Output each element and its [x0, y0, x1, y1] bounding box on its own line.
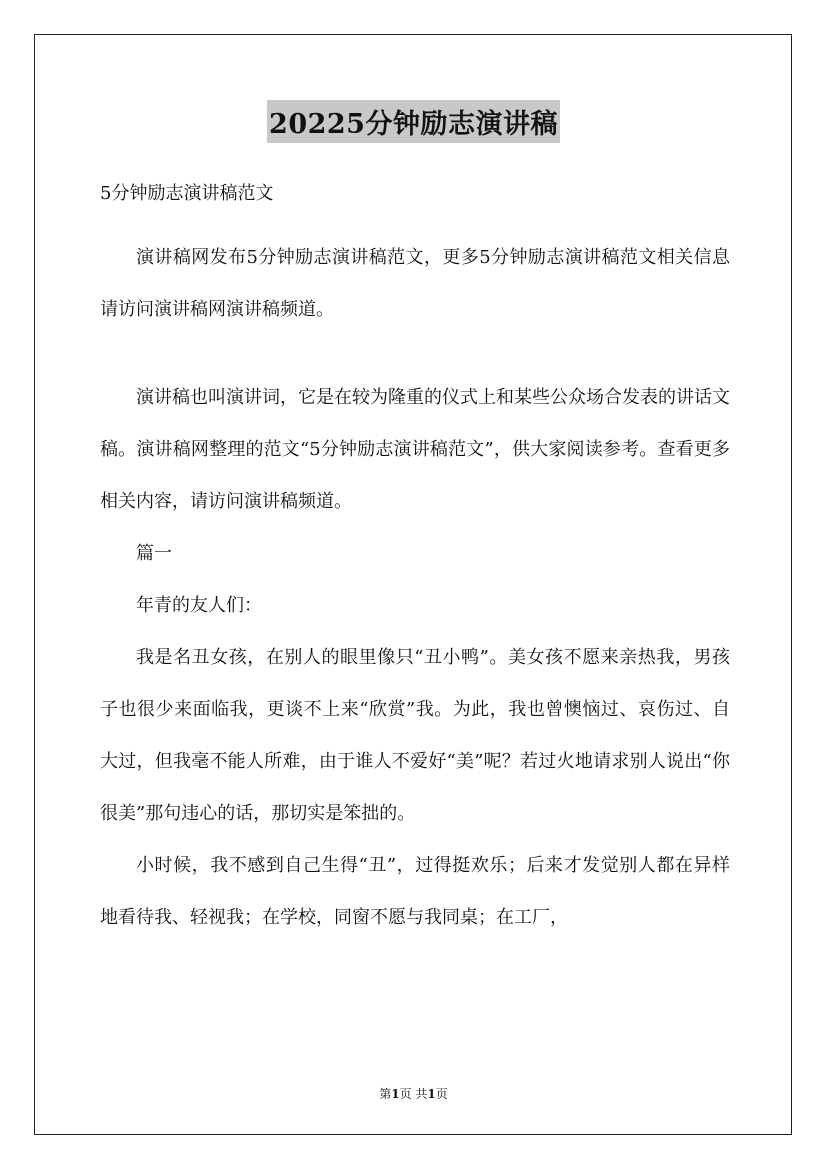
paragraph-description: 演讲稿也叫演讲词，它是在较为隆重的仪式上和某些公众场合发表的讲话文稿。演讲稿网整理的范文“5分钟励志演讲稿范文”，供大家阅读参考。查看更多相关内容，请访问演讲稿频道。 [100, 387, 730, 512]
document-subtitle: 5分钟励志演讲稿范文 [100, 183, 274, 204]
page-label-prefix: 第 [379, 1087, 392, 1101]
document-body [100, 176, 730, 944]
paragraph-body-1: 我是名丑女孩，在别人的眼里像只“丑小鸭”。美女孩不愿来亲热我，男孩子也很少来面临我，更谈不上来“欣赏”我。为此，我也曾懊恼过、哀伤过、自大过，但我毫不能人所难，由于谁人不爱好“美”呢？若过火地请求别人说出“你很美”那句违心的话，那切实是笨拙的。 [100, 647, 730, 824]
page-total: 1 [427, 1087, 436, 1101]
paragraph-gap [100, 336, 730, 372]
page-current: 1 [391, 1087, 400, 1101]
page-label-suffix: 页 [435, 1087, 448, 1101]
document-title: 20225分钟励志演讲稿 [267, 100, 560, 143]
section-heading: 篇一 [136, 543, 172, 564]
page-footer [0, 1085, 827, 1102]
paragraph-body-2: 小时候，我不感到自己生得“丑”，过得挺欢乐；后来才发觉别人都在异样地看待我、轻视我；在学校，同窗不愿与我同桌；在工厂， [100, 855, 730, 928]
salutation: 年青的友人们： [136, 595, 262, 616]
title-container [0, 100, 827, 143]
page-label-mid: 页 共 [399, 1087, 428, 1101]
paragraph-intro: 演讲稿网发布5分钟励志演讲稿范文，更多5分钟励志演讲稿范文相关信息请访问演讲稿网演讲稿频道。 [100, 247, 730, 320]
